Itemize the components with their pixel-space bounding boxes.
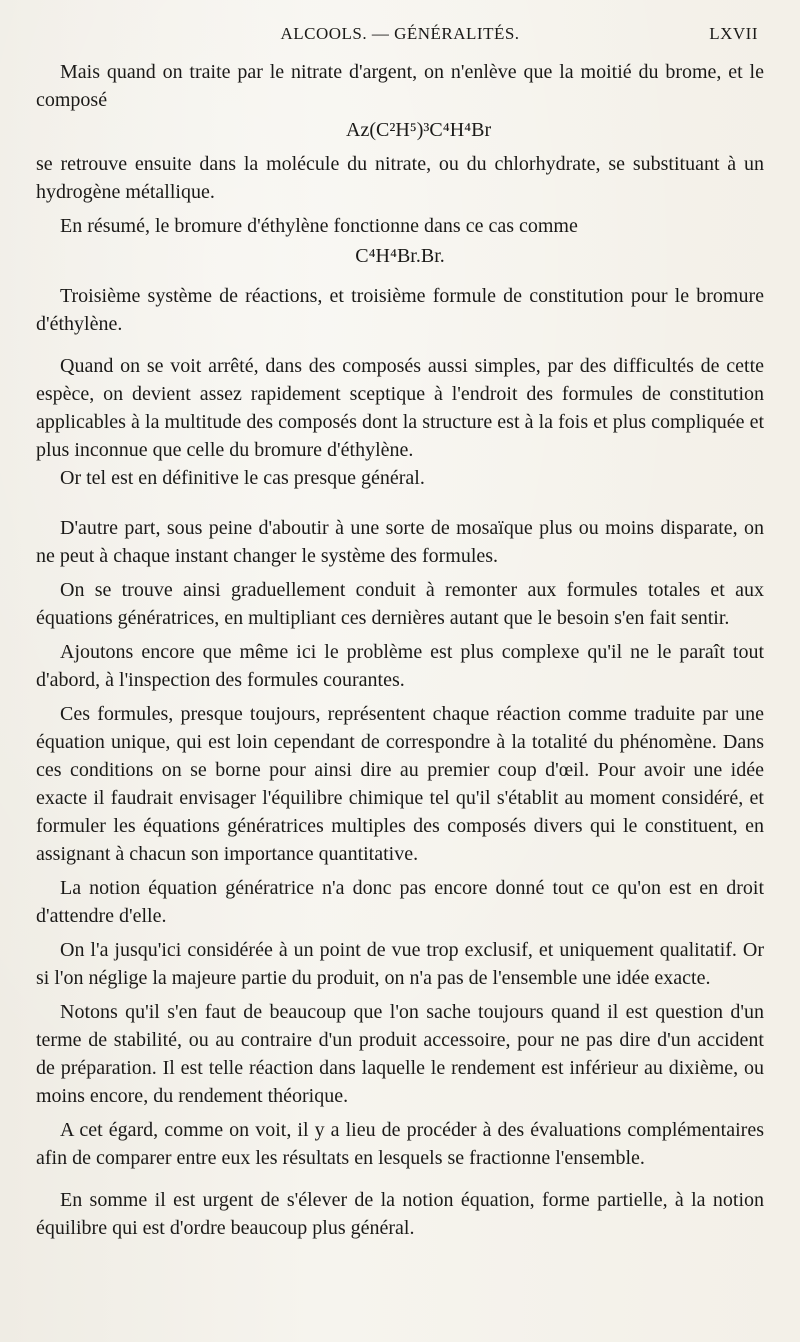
paragraph-7: On se trouve ainsi graduellement conduit à remonter aux formules totales et aux équations génératrices, en multipliant ces dernières autant que le besoin s'en fait sentir. [36,579,764,629]
page-number: LXVII [709,24,758,43]
paragraph-13: A cet égard, comme on voit, il y a lieu de procéder à des évaluations complémentaires afin de comparer entre eux les résultats en lesquels se fractionne l'ensemble. [36,1119,764,1169]
paragraph-8: Ajoutons encore que même ici le problème est plus complexe qu'il ne le paraît tout d'abord, à l'inspection des formules courantes. [36,641,764,691]
running-title: ALCOOLS. — GÉNÉRALITÉS. [280,24,520,43]
paragraph-5: Or tel est en définitive le cas presque général. [60,467,425,489]
paragraph-1b: se retrouve ensuite dans la molécule du nitrate, ou du chlorhydrate, se substituant à un hydrogène métallique. [36,153,764,203]
formula-ethylene-bromide: C⁴H⁴Br.Br. [355,245,445,267]
formula-triethylamine-bromide: Az(C²H⁵)³C⁴H⁴Br [346,119,492,141]
paragraph-1a: Mais quand on traite par le nitrate d'argent, on n'enlève que la moitié du brome, et le composé [36,61,764,111]
paragraph-10: La notion équation génératrice n'a donc pas encore donné tout ce qu'on est en droit d'attendre d'elle. [36,877,764,927]
paragraph-2: En résumé, le bromure d'éthylène fonctionne dans ce cas comme [60,215,578,237]
page-body [36,58,764,1242]
running-header [0,24,800,48]
paragraph-14: En somme il est urgent de s'élever de la notion équation, forme partielle, à la notion équilibre qui est d'ordre beaucoup plus général. [36,1189,764,1239]
paragraph-6: D'autre part, sous peine d'aboutir à une sorte de mosaïque plus ou moins disparate, on ne peut à chaque instant changer le système des formules. [36,517,764,567]
paragraph-9: Ces formules, presque toujours, représentent chaque réaction comme traduite par une équation unique, qui est loin cependant de correspondre à la totalité du phénomène. Dans ces conditions on se borne pour ainsi dire au premier coup d'œil. Pour avoir une idée exacte il faudrait envisager l'équilibre chimique tel qu'il s'établit au moment considéré, et formuler les équations génératrices multiples des composés divers qui le constituent, en assignant à chacun son importance quantitative. [36,703,764,865]
paragraph-12: Notons qu'il s'en faut de beaucoup que l'on sache toujours quand il est question d'un terme de stabilité, ou au contraire d'un produit accessoire, pour ne pas dire d'un accident de préparation. Il est telle réaction dans laquelle le rendement est inférieur au dixième, ou moins encore, du rendement théorique. [36,1001,764,1107]
paragraph-3: Troisième système de réactions, et troisième formule de constitution pour le bromure d'éthylène. [36,285,764,335]
paragraph-4: Quand on se voit arrêté, dans des composés aussi simples, par des difficultés de cette espèce, on devient assez rapidement sceptique à l'endroit des formules de constitution applicables à la multitude des composés dont la structure est à la fois et plus compliquée et plus inconnue que celle du bromure d'éthylène. [36,355,764,461]
paragraph-11: On l'a jusqu'ici considérée à un point de vue trop exclusif, et uniquement qualitatif. Or si l'on néglige la majeure partie du produit, on n'a pas de l'ensemble une idée exacte. [36,939,764,989]
